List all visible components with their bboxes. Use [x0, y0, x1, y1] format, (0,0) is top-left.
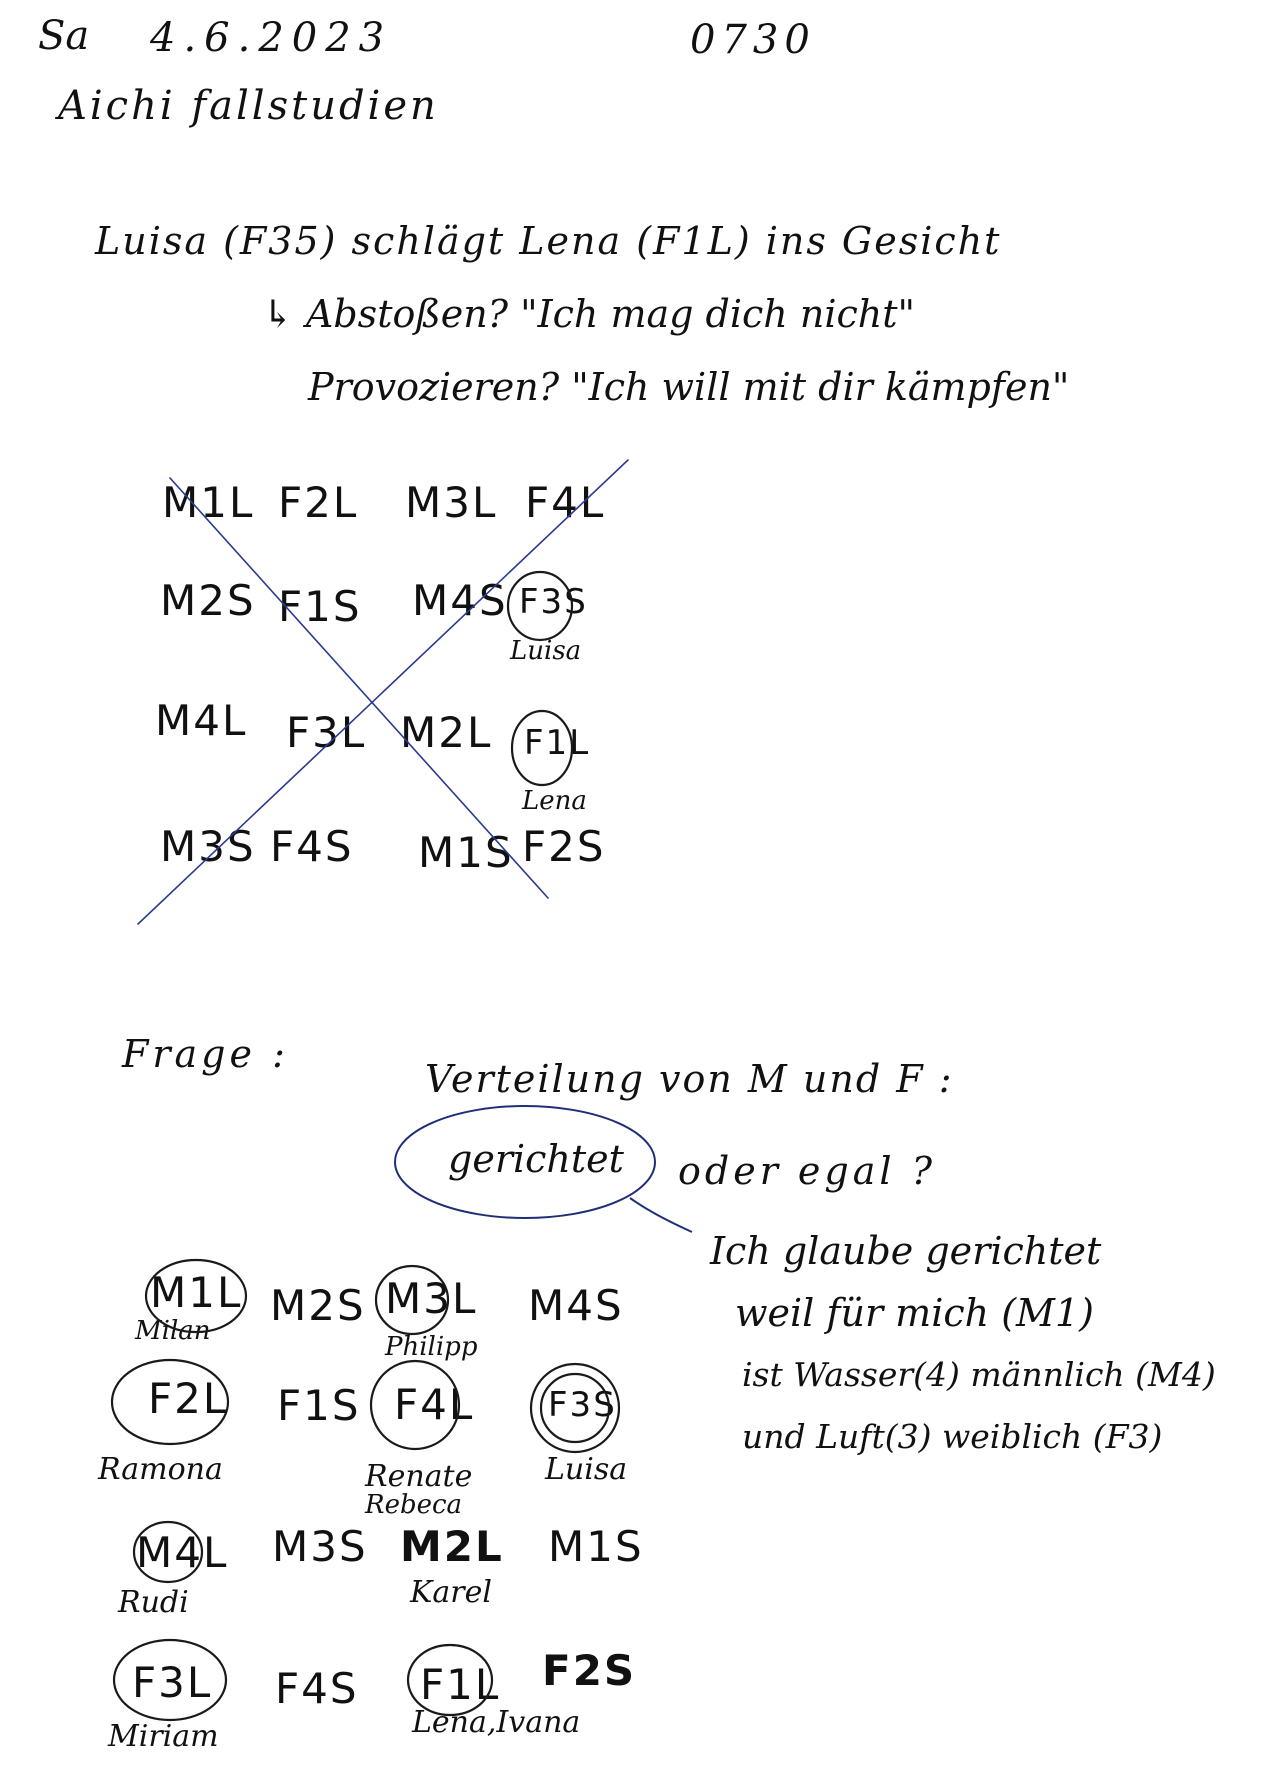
- name-miriam: Miriam: [108, 1719, 219, 1754]
- circle-grid1-f1l: [512, 711, 572, 785]
- case-statement: Luisa (F35) schlägt Lena (F1L) ins Gesicht: [95, 219, 1002, 263]
- grid1-cell: F4L: [525, 478, 606, 527]
- answer-line: und Luft(3) weiblich (F3): [742, 1417, 1163, 1456]
- grid1-cell: M1S: [418, 828, 514, 877]
- grid2-cell: F3S: [548, 1385, 617, 1425]
- grid2-cell: F4S: [275, 1664, 359, 1713]
- grid2-cell: M1L: [150, 1268, 243, 1317]
- question-label: Frage :: [122, 1032, 289, 1076]
- grid1-label-lena: Lena: [522, 786, 587, 816]
- grid2-cell: F2S: [542, 1646, 637, 1695]
- grid1-cell: F1L: [524, 723, 591, 763]
- name-luisa: Luisa: [545, 1452, 628, 1487]
- circle-gerichtet: [395, 1106, 655, 1218]
- grid1-cell: F4S: [270, 822, 354, 871]
- grid1-cell: M2S: [160, 576, 256, 625]
- cross-line-2: [138, 460, 628, 924]
- circle-m3l: [376, 1266, 448, 1334]
- grid2-cell: M1S: [548, 1522, 644, 1571]
- arrow-to-answer: [630, 1198, 692, 1232]
- grid1-cell: M3S: [160, 822, 256, 871]
- subtitle: Aichi fallstudien: [58, 83, 439, 129]
- grid1-label-luisa: Luisa: [510, 636, 582, 666]
- time: 0730: [690, 17, 816, 63]
- name-philipp: Philipp: [385, 1332, 478, 1362]
- date: 4.6.2023: [150, 15, 393, 61]
- name-lena-ivana: Lena,Ivana: [412, 1705, 581, 1740]
- grid2-cell: F1S: [277, 1381, 361, 1430]
- grid2-cell: F2L: [148, 1374, 229, 1423]
- circle-m1l: [146, 1260, 246, 1332]
- grid2-cell: M2L: [400, 1522, 504, 1571]
- circle-f3s-inner: [541, 1374, 609, 1442]
- question-text: Verteilung von M und F :: [425, 1057, 954, 1101]
- grid2-cell: F1L: [420, 1660, 501, 1709]
- name-rebeca: Rebeca: [365, 1490, 463, 1520]
- name-ramona: Ramona: [98, 1452, 223, 1487]
- case-question-2: Provozieren? "Ich will mit dir kämpfen": [308, 365, 1070, 409]
- grid1-cell: M1L: [162, 478, 255, 527]
- name-karel: Karel: [410, 1575, 492, 1610]
- grid1-cell: M4S: [412, 576, 508, 625]
- name-milan: Milan: [135, 1316, 211, 1346]
- answer-line: ist Wasser(4) männlich (M4): [742, 1355, 1216, 1394]
- grid1-cell: M2L: [400, 708, 493, 757]
- grid1-cell: M4L: [155, 696, 248, 745]
- option-gerichtet: gerichtet: [448, 1137, 624, 1181]
- option-egal: oder egal ?: [678, 1149, 937, 1193]
- grid1-cell: F2S: [522, 822, 606, 871]
- case-question-1: ↳ Abstoßen? "Ich mag dich nicht": [262, 292, 915, 336]
- circle-f2l: [112, 1360, 228, 1444]
- name-rudi: Rudi: [118, 1585, 189, 1620]
- grid1-cell: F3L: [286, 708, 367, 757]
- circle-m4l: [134, 1522, 202, 1582]
- grid2-cell: M3L: [385, 1274, 478, 1323]
- grid2-cell: M3S: [272, 1522, 368, 1571]
- grid2-cell: F4L: [394, 1380, 475, 1429]
- circle-grid1-f3s: [508, 572, 572, 640]
- circle-f1l: [408, 1645, 492, 1715]
- circle-f3s-outer: [531, 1364, 619, 1452]
- circle-f3l: [114, 1640, 226, 1720]
- answer-line: weil für mich (M1): [735, 1291, 1094, 1335]
- grid1-cell: F3S: [519, 582, 588, 622]
- grid2-cell: M4L: [136, 1528, 229, 1577]
- answer-line: Ich glaube gerichtet: [710, 1229, 1102, 1273]
- cross-line-1: [170, 478, 548, 898]
- grid2-cell: F3L: [132, 1658, 213, 1707]
- grid2-cell: M2S: [270, 1281, 366, 1330]
- day-label: Sa: [38, 13, 90, 59]
- grid1-cell: F1S: [278, 582, 362, 631]
- name-renate: Renate: [365, 1459, 473, 1494]
- grid1-cell: F2L: [278, 478, 359, 527]
- grid2-cell: M4S: [528, 1281, 624, 1330]
- circle-f4l: [371, 1361, 459, 1449]
- grid1-cell: M3L: [405, 478, 498, 527]
